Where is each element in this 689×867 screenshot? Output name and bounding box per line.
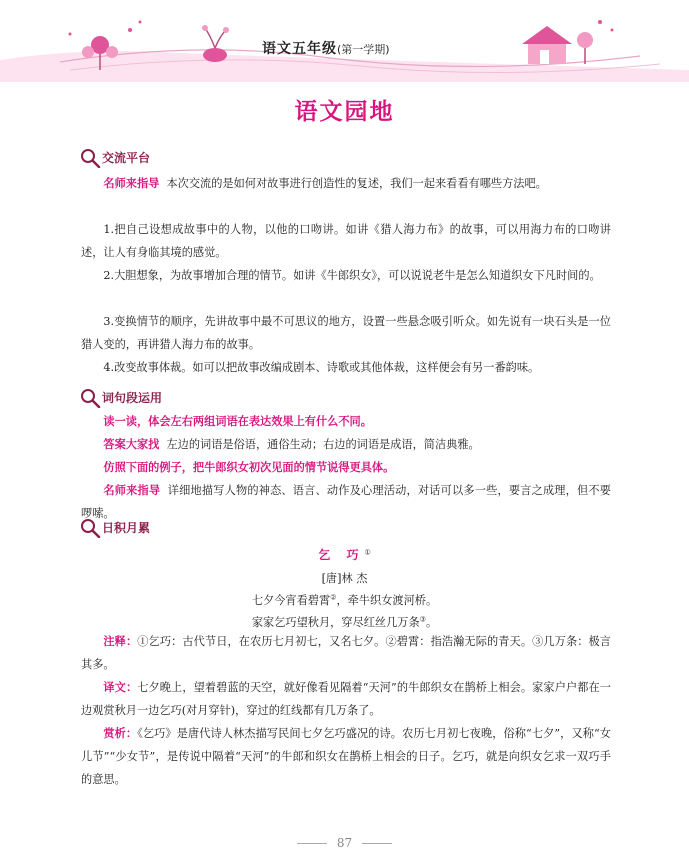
section2-question-1 — [81, 410, 611, 433]
guidance-label: 名师来指导 — [103, 484, 161, 497]
notes-label: 注释： — [103, 635, 138, 648]
section-title: 日积月累 — [102, 521, 151, 535]
section1-item-1: 1.把自己设想成故事中的人物，以他的口吻讲。如讲《猎人海力布》的故事，可以用海力布的口吻讲述，让人有身临其境的感觉。 — [81, 223, 611, 259]
question-text: 仿照下面的例子，把牛郎织女初次见面的情节说得更具体。 — [103, 461, 395, 474]
section1-item-3: 3.变换情节的顺序，先讲故事中最不可思议的地方，设置一些悬念吸引听众。如先说有一块石头是一位猎人变的，再讲猎人海力布的故事。 — [81, 315, 611, 351]
poem-title: 乞 巧① — [318, 548, 371, 562]
poem-appreciation — [81, 722, 611, 791]
notes-text: ①乞巧：古代节日，在农历七月初七，又名七夕。②碧霄：指浩瀚无际的青天。③几万条：极言其多。 — [81, 635, 611, 671]
appreciation-text: 《乞巧》是唐代诗人林杰描写民间七夕乞巧盛况的诗。农历七月初七夜晚，俗称“七夕”，又称“女儿节”“少女节”，是传说中隔着“天河”的牛郎和织女在鹊桥上相会的日子。乞巧，就是向织女乞求一双巧手的意思。 — [81, 727, 611, 786]
section2-question-2 — [81, 456, 611, 479]
plant-decoration-icon — [202, 25, 229, 62]
question-text: 读一读，体会左右两组词语在表达效果上有什么不同。 — [103, 415, 372, 428]
poem-line-1: 七夕今宵看碧霄②，牵牛织女渡河桥。 — [251, 593, 438, 607]
page-footer — [0, 836, 689, 850]
section2-answer-1 — [81, 433, 611, 456]
section1-intro — [81, 172, 611, 195]
magnifier-icon — [80, 148, 102, 168]
house-decoration-icon — [522, 20, 614, 64]
section2-answer-2 — [81, 479, 611, 525]
section-title: 词句段运用 — [102, 391, 163, 405]
poem-translation — [81, 676, 611, 722]
magnifier-icon — [80, 388, 102, 408]
book-title-main: 语文五年级 — [262, 41, 337, 57]
book-title — [262, 38, 390, 58]
intro-label: 名师来指导 — [103, 177, 160, 190]
magnifier-icon — [80, 518, 102, 538]
section-title: 交流平台 — [102, 151, 151, 165]
intro-text: 本次交流的是如何对故事进行创造性的复述，我们一起来看看有哪些方法吧。 — [166, 177, 547, 190]
answer-label: 答案大家找 — [103, 438, 160, 451]
translation-text: 七夕晚上，望着碧蓝的天空，就好像看见隔着“天河”的牛郎织女在鹊桥上相会。家家户户都在一边观赏秋月一边乞巧(对月穿针)，穿过的红线都有几万条了。 — [81, 681, 611, 717]
section1-item-4: 4.改变故事体裁。如可以把故事改编成剧本、诗歌或其他体裁，这样便会有另一番韵味。 — [103, 361, 540, 374]
guidance-text: 详细地描写人物的神态、语言、动作及心理活动，对话可以多一些，要言之成理，但不要啰嗦。 — [81, 484, 611, 520]
page-title: 语文园地 — [294, 98, 395, 125]
page-number: 87 — [336, 836, 353, 850]
answer-text: 左边的词语是俗语，通俗生动；右边的词语是成语，简洁典雅。 — [166, 438, 480, 451]
translation-label: 译文： — [103, 681, 138, 694]
poem-notes — [81, 630, 611, 676]
book-title-subtitle: (第一学期) — [337, 43, 390, 56]
section1-item-2: 2.大胆想象，为故事增加合理的情节。如讲《牛郎织女》，可以说说老牛是怎么知道织女下凡时间的。 — [103, 269, 601, 282]
appreciation-label: 赏析： — [103, 727, 138, 740]
poem-author: [唐]林 杰 — [321, 572, 368, 585]
poem-line-2: 家家乞巧望秋月，穿尽红丝几万条③。 — [251, 615, 438, 629]
